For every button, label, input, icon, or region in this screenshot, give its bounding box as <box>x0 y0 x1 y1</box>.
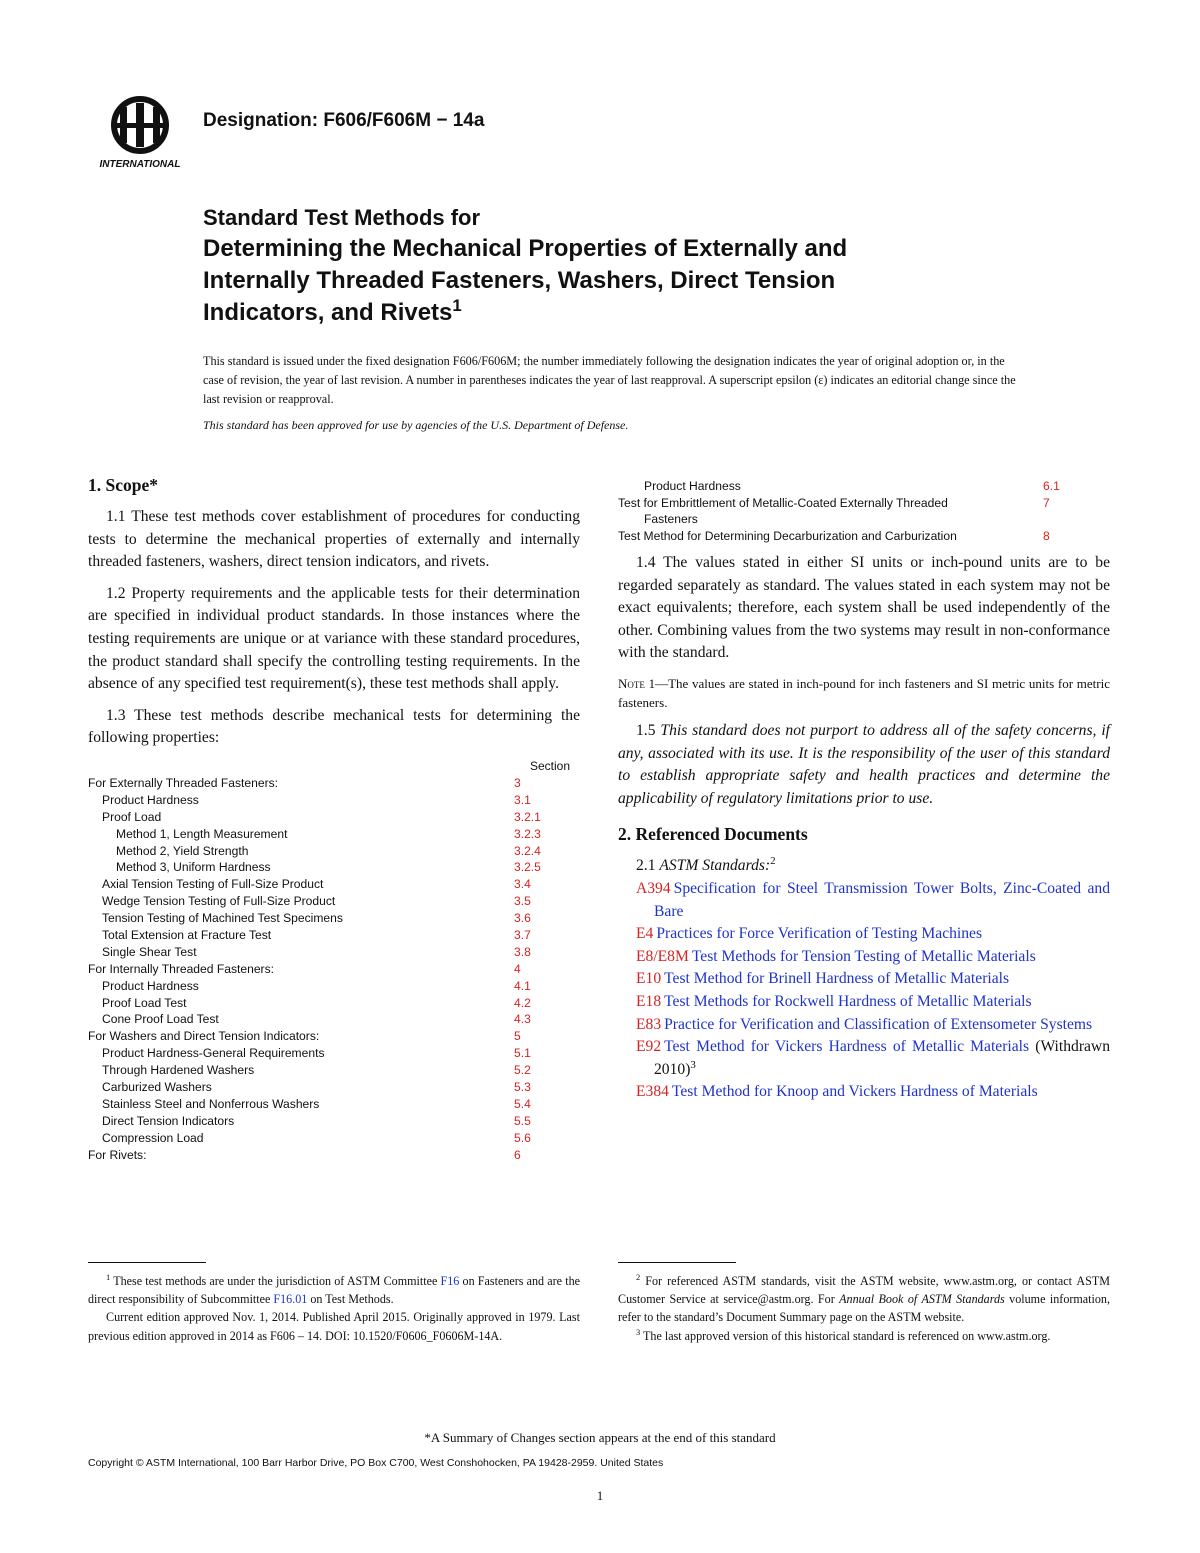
toc-row <box>88 995 580 1012</box>
ref-title-link[interactable]: Test Method for Vickers Hardness of Metallic Materials <box>664 1038 1030 1056</box>
toc-row <box>88 1028 580 1045</box>
footnote-rule-left <box>88 1262 206 1263</box>
toc-label: Cone Proof Load Test <box>102 1012 219 1027</box>
issuance-statement: This standard is issued under the fixed designation F606/F606M; the number immediately following the designation indicates the year of original adoption or, in the case of revision, the year of last revision. A number in parentheses indicates the year of last reapproval. A superscript epsilon (ε) indicates an editorial change since the last revision or reapproval. <box>203 354 1016 406</box>
ref-withdrawn-note: (Withdrawn 2010) <box>654 1038 1110 1078</box>
document-title <box>203 205 1103 329</box>
ref-title-link[interactable]: Test Method for Knoop and Vickers Hardness of Materials <box>671 1083 1038 1101</box>
toc-row <box>88 893 580 910</box>
toc-label: Test Method for Determining Decarburization and Carburization <box>618 528 957 543</box>
title-line-4-text: Indicators, and Rivets <box>203 299 453 326</box>
ref-code-link[interactable]: E4 <box>636 925 654 943</box>
toc-label: For Rivets: <box>88 1147 147 1162</box>
toc-section-link[interactable]: 5 <box>514 1029 521 1044</box>
footnote-1-edition: Current edition approved Nov. 1, 2014. Published April 2015. Originally approved in 1979. Last previous edition approved in 2014 as F606 – 14. DOI: 10.1520/F0606_F0606M-14A. <box>88 1310 580 1343</box>
ref-title-link[interactable]: Specification for Steel Transmission Tower Bolts, Zinc-Coated and Bare <box>654 879 1110 920</box>
toc-row <box>88 792 580 809</box>
ref-e18 <box>618 991 1110 1014</box>
toc-label: Axial Tension Testing of Full-Size Product <box>102 877 324 892</box>
para-1-5-text: This standard does not purport to address all of the safety concerns, if any, associated with its use. It is the responsibility of the user of this standard to establish appropriate safety and health practices and determine the applicability of regulatory limitations prior to use. <box>618 721 1110 807</box>
ref-title-link[interactable]: Test Method for Brinell Hardness of Metallic Materials <box>664 970 1010 988</box>
toc-row <box>88 859 580 876</box>
ref-code-link[interactable]: E10 <box>636 970 662 988</box>
astm-logo <box>90 95 190 170</box>
toc-label: Product Hardness <box>102 978 199 993</box>
toc-section-link[interactable]: 3.7 <box>514 927 531 942</box>
page-number: 1 <box>596 1488 604 1503</box>
toc-row <box>88 1147 580 1164</box>
ref-e10 <box>618 968 1110 991</box>
footnote-1-mark: 1 <box>106 1271 111 1282</box>
toc-section-link[interactable]: 6.1 <box>1043 479 1060 493</box>
ref-title-link[interactable]: Practices for Force Verification of Testing Machines <box>656 925 983 943</box>
ref-title-link[interactable]: Practice for Verification and Classification of Extensometer Systems <box>664 1015 1093 1033</box>
toc-section-link[interactable]: 5.4 <box>514 1096 531 1111</box>
toc-row <box>88 944 580 961</box>
toc-row <box>88 1113 580 1130</box>
intro-footnote-mark: 2 <box>770 855 776 868</box>
subcommittee-f1601-link[interactable]: F16.01 <box>273 1292 308 1307</box>
toc-section-link[interactable]: 3.2.1 <box>514 809 541 824</box>
toc-section-link[interactable]: 3.1 <box>514 792 531 807</box>
toc-label: Carburized Washers <box>102 1079 212 1094</box>
intro-text: ASTM Standards: <box>659 857 771 875</box>
toc-section-header: Section <box>529 758 570 773</box>
footnote-2-book-title: Annual Book of ASTM Standards <box>839 1292 1005 1307</box>
toc-label: Method 3, Uniform Hardness <box>116 860 271 875</box>
toc-section-link[interactable]: 3.2.3 <box>514 826 541 841</box>
ref-e4 <box>618 923 1110 946</box>
ref-code-link[interactable]: E8/E8M <box>636 947 689 965</box>
toc-label: Direct Tension Indicators <box>102 1113 235 1128</box>
toc-section-link[interactable]: 4 <box>514 961 521 976</box>
para-1-2: 1.2 Property requirements and the applicable tests for their determination are specified in individual product standards. In those instances where the testing requirements are unique or at variance with these standard procedures, the product standard shall specify the controlling testing requirements. In the absence of any specified test requirement(s), these test methods shall apply. <box>88 584 580 693</box>
toc-row <box>88 775 580 792</box>
footnote-2 <box>618 1272 1110 1327</box>
toc-label: Stainless Steel and Nonferrous Washers <box>102 1096 320 1111</box>
ref-title-link[interactable]: Test Methods for Tension Testing of Metallic Materials <box>691 947 1036 965</box>
toc-section-link[interactable]: 6 <box>514 1147 521 1162</box>
ref-title-link[interactable]: Test Methods for Rockwell Hardness of Metallic Materials <box>664 992 1032 1010</box>
toc-section-link[interactable]: 5.6 <box>514 1130 531 1145</box>
ref-footnote-mark: 3 <box>690 1058 696 1071</box>
toc-label: Through Hardened Washers <box>102 1063 255 1078</box>
toc-section-link[interactable]: 4.2 <box>514 995 531 1010</box>
toc-row <box>88 1011 580 1028</box>
ref-e83 <box>618 1014 1110 1037</box>
footnote-3 <box>618 1327 1110 1345</box>
toc-label: Single Shear Test <box>102 944 197 959</box>
title-footnote-mark: 1 <box>452 296 462 315</box>
footnote-1-text-a: These test methods are under the jurisdiction of ASTM Committee <box>110 1274 441 1288</box>
toc-label: Proof Load Test <box>102 995 187 1010</box>
properties-table-continued <box>618 478 1110 544</box>
ref-e92 <box>618 1036 1110 1081</box>
ref-code-link[interactable]: E384 <box>636 1083 669 1101</box>
toc-row <box>88 1062 580 1079</box>
referenced-heading: 2. Referenced Documents <box>618 824 808 845</box>
ref-a394 <box>618 878 1110 923</box>
astm-standards-intro <box>618 855 1110 878</box>
ref-code-link[interactable]: E18 <box>636 992 662 1010</box>
footnotes-right <box>618 1272 1110 1345</box>
para-1-1: 1.1 These test methods cover establishment of procedures for conducting tests to determine the mechanical properties of externally and internally threaded fasteners, washers, direct tension indicators, and rivets. <box>88 508 580 571</box>
para-1-4: 1.4 The values stated in either SI units or inch-pound units are to be regarded separately as standard. The values stated in each system may not be exact equivalents; therefore, each system shall be used independently of the other. Combining values from the two systems may result in non-conformance with the standard. <box>618 554 1110 662</box>
note-1-label: Note 1 <box>618 675 656 691</box>
left-column <box>88 475 580 1163</box>
designation: Designation: F606/F606M − 14a <box>203 110 485 131</box>
para-1-5-number: 1.5 <box>636 721 656 739</box>
toc-section-link[interactable]: 3.2.5 <box>514 860 541 875</box>
toc-row <box>618 528 1110 545</box>
toc-section-link[interactable]: 3.4 <box>514 877 531 892</box>
toc-section-link[interactable]: 5.2 <box>514 1063 531 1078</box>
toc-section-link[interactable]: 4.3 <box>514 1012 531 1027</box>
ref-code-link[interactable]: A394 <box>636 879 671 897</box>
title-line-2: Determining the Mechanical Properties of Externally and <box>203 235 848 262</box>
footnote-1-text-c: on Test Methods. <box>307 1292 394 1307</box>
toc-row <box>88 978 580 995</box>
right-column <box>618 478 1110 1104</box>
toc-section-link[interactable]: 7 <box>1043 495 1050 510</box>
ref-e384 <box>618 1081 1110 1104</box>
title-line-1: Standard Test Methods for <box>203 205 481 230</box>
toc-section-link[interactable]: 8 <box>1043 528 1050 543</box>
toc-section-link[interactable]: 3.2.4 <box>514 843 541 858</box>
toc-label: Compression Load <box>102 1130 204 1145</box>
toc-label: For Externally Threaded Fasteners: <box>88 775 279 790</box>
toc-row <box>88 927 580 944</box>
toc-row <box>88 1045 580 1062</box>
toc-label: Product Hardness <box>102 792 199 807</box>
footnote-1 <box>88 1272 580 1308</box>
toc-section-link[interactable]: 5.3 <box>514 1079 531 1094</box>
title-line-4 <box>203 297 1103 329</box>
footnote-2-text-b: volume information, refer to the standard’s Document Summary page on the ASTM website. <box>618 1292 1111 1325</box>
properties-table <box>88 775 580 1163</box>
toc-label: Method 1, Length Measurement <box>116 826 288 841</box>
toc-row <box>88 1079 580 1096</box>
footnote-2-text-a: For referenced ASTM standards, visit the ASTM website, www.astm.org, or contact ASTM Customer Service at service@astm.org. For <box>618 1274 1110 1307</box>
toc-label: Product Hardness <box>644 479 741 493</box>
title-line-3: Internally Threaded Fasteners, Washers, Direct Tension <box>203 267 836 294</box>
toc-section-link[interactable]: 3 <box>514 775 521 790</box>
note-1 <box>618 674 1110 712</box>
toc-section-link[interactable]: 5.1 <box>514 1046 531 1061</box>
footnote-3-text: The last approved version of this historical standard is referenced on www.astm.org. <box>640 1328 1051 1343</box>
ref-code-link[interactable]: E83 <box>636 1015 662 1033</box>
para-1-5 <box>618 720 1110 810</box>
toc-row <box>88 826 580 843</box>
copyright-line: Copyright © ASTM International, 100 Barr Harbor Drive, PO Box C700, West Conshohocken, PA 19428-2959. United States <box>88 1457 664 1469</box>
para-1-3: 1.3 These test methods describe mechanical tests for determining the following properties: <box>88 706 580 747</box>
toc-label: For Internally Threaded Fasteners: <box>88 961 274 976</box>
toc-section-link[interactable]: 3.8 <box>514 944 531 959</box>
ref-code-link[interactable]: E92 <box>636 1038 662 1056</box>
summary-of-changes-note: *A Summary of Changes section appears at the end of this standard <box>424 1430 776 1445</box>
toc-label: Test for Embrittlement of Metallic-Coated Externally Threaded Fasteners <box>618 495 948 526</box>
toc-section-link[interactable]: 4.1 <box>514 978 531 993</box>
toc-label: Wedge Tension Testing of Full-Size Product <box>102 894 336 909</box>
toc-label: Proof Load <box>102 809 162 824</box>
toc-section-link[interactable]: 5.5 <box>514 1113 531 1128</box>
toc-label: For Washers and Direct Tension Indicators: <box>88 1029 320 1044</box>
toc-label: Tension Testing of Machined Test Specimens <box>102 911 343 926</box>
toc-row <box>618 478 1110 495</box>
dod-approval-note: This standard has been approved for use by agencies of the U.S. Department of Defense. <box>203 418 629 432</box>
logo-wordmark: INTERNATIONAL <box>99 159 181 170</box>
scope-heading: 1. Scope* <box>88 475 158 495</box>
toc-row <box>88 1130 580 1147</box>
toc-section-link[interactable]: 3.5 <box>514 894 531 909</box>
toc-label: Method 2, Yield Strength <box>116 843 249 858</box>
toc-label: Product Hardness-General Requirements <box>102 1046 325 1061</box>
toc-row <box>88 809 580 826</box>
toc-row <box>618 495 1110 528</box>
toc-row <box>88 843 580 860</box>
toc-row <box>88 961 580 978</box>
note-1-text: —The values are stated in inch-pound for inch fasteners and SI metric units for metric fasteners. <box>618 675 1110 710</box>
footnote-1-text-b: on Fasteners and are the direct responsibility of Subcommittee <box>88 1274 580 1307</box>
ref-e8 <box>618 946 1110 969</box>
intro-number: 2.1 <box>636 857 656 875</box>
toc-label: Total Extension at Fracture Test <box>102 927 272 942</box>
toc-section-link[interactable]: 3.6 <box>514 911 531 926</box>
footnote-3-mark: 3 <box>636 1326 641 1337</box>
footnote-2-mark: 2 <box>636 1271 641 1282</box>
astm-logo-icon <box>90 95 190 170</box>
toc-row <box>88 876 580 893</box>
footnote-rule-right <box>618 1262 736 1263</box>
committee-f16-link[interactable]: F16 <box>440 1274 460 1288</box>
toc-row <box>88 910 580 927</box>
footnotes-left <box>88 1272 580 1345</box>
toc-row <box>88 1096 580 1113</box>
